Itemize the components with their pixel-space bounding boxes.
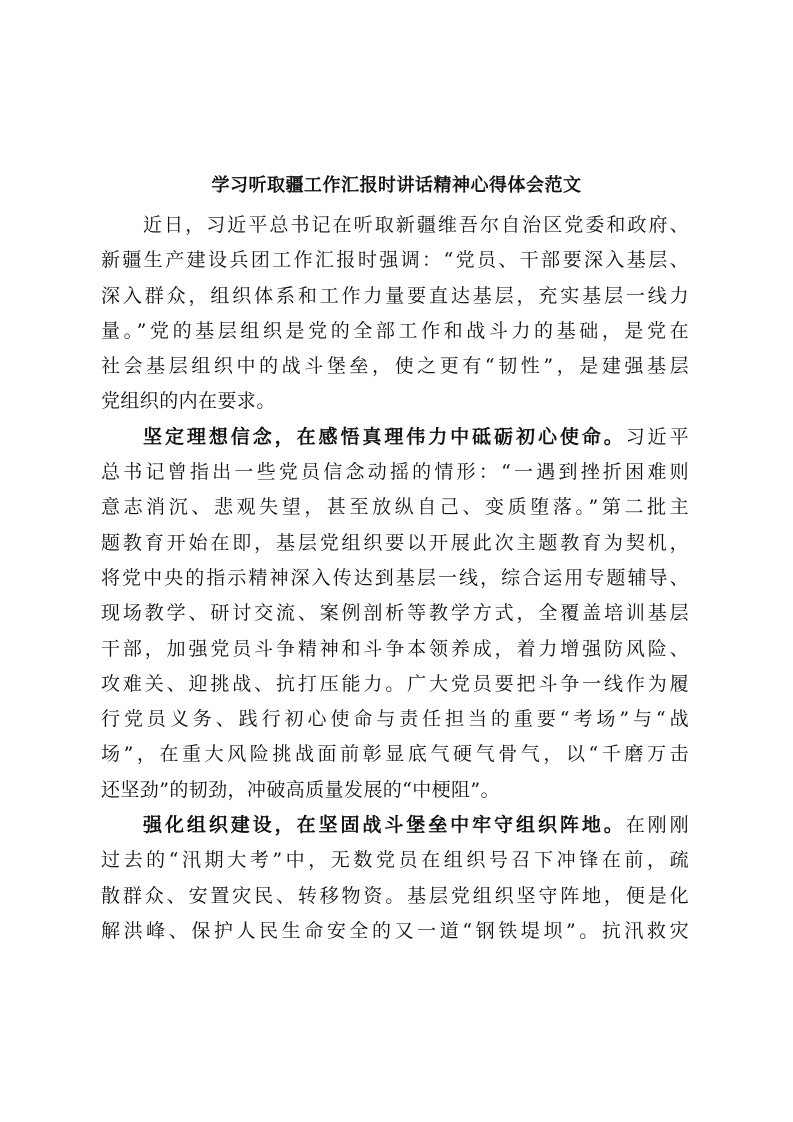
paragraph-2: [101, 420, 689, 808]
paragraph-first-line-rest: 习近平: [625, 425, 690, 448]
paragraph-line: 现场教学、研讨交流、案例剖析等教学方式，全覆盖培训基层: [101, 602, 689, 625]
paragraph-line: 党组织的内在要求。: [101, 390, 276, 413]
paragraph-3: [101, 808, 689, 949]
paragraph-line: 新疆生产建设兵团工作汇报时强调：“党员、干部要深入基层、: [101, 249, 689, 272]
paragraph-line: 攻难关、迎挑战、抗打压能力。广大党员要把斗争一线作为履: [101, 672, 689, 695]
paragraph-line: 意志消沉、悲观失望，甚至放纵自己、变质堕落。”第二批主: [101, 496, 689, 519]
paragraph-line: 深入群众，组织体系和工作力量要直达基层，充实基层一线力: [101, 284, 689, 307]
paragraph-first-line: [101, 420, 689, 455]
paragraph-line: 行党员义务、践行初心使命与责任担当的重要“考场”与“战: [101, 708, 689, 731]
paragraph-line: 总书记曾指出一些党员信念动摇的情形：“一遇到挫折困难则: [101, 461, 689, 484]
paragraph-line: 题教育开始在即，基层党组织要以开展此次主题教育为契机，: [101, 531, 689, 554]
document-body: [101, 208, 689, 949]
paragraph-line: 解洪峰、保护人民生命安全的又一道“钢铁堤坝”。抗汛救灾: [101, 919, 689, 942]
paragraph-1: [101, 208, 689, 420]
document-title: 学习听取疆工作汇报时讲话精神心得体会范文: [211, 175, 582, 196]
paragraph-line: 将党中央的指示精神深入传达到基层一线，综合运用专题辅导、: [101, 566, 689, 589]
paragraph-line: 近日，习近平总书记在听取新疆维吾尔自治区党委和政府、: [143, 214, 689, 236]
paragraph-first-line-rest: 在刚刚: [625, 814, 690, 837]
paragraph-line: 场”，在重大风险挑战面前彰显底气硬气骨气，以“千磨万击: [101, 743, 689, 766]
paragraph-heading: 坚定理想信念，在感悟真理伟力中砥砺初心使命。: [143, 425, 626, 448]
paragraph-first-line: [101, 808, 689, 843]
paragraph-heading: 强化组织建设，在坚固战斗堡垒中牢守组织阵地。: [143, 814, 626, 837]
paragraph-line: 社会基层组织中的战斗堡垒，使之更有“韧性”，是建强基层: [101, 355, 689, 378]
paragraph-line: 散群众、安置灾民、转移物资。基层党组织坚守阵地，便是化: [101, 884, 689, 907]
paragraph-line: 量。”党的基层组织是党的全部工作和战斗力的基础，是党在: [101, 319, 689, 342]
paragraph-line: 过去的“汛期大考”中，无数党员在组织号召下冲锋在前，疏: [101, 849, 689, 872]
paragraph-line: 干部，加强党员斗争精神和斗争本领养成，着力增强防风险、: [101, 637, 689, 660]
paragraph-line: 还坚劲”的韧劲，冲破高质量发展的“中梗阻”。: [101, 778, 500, 801]
